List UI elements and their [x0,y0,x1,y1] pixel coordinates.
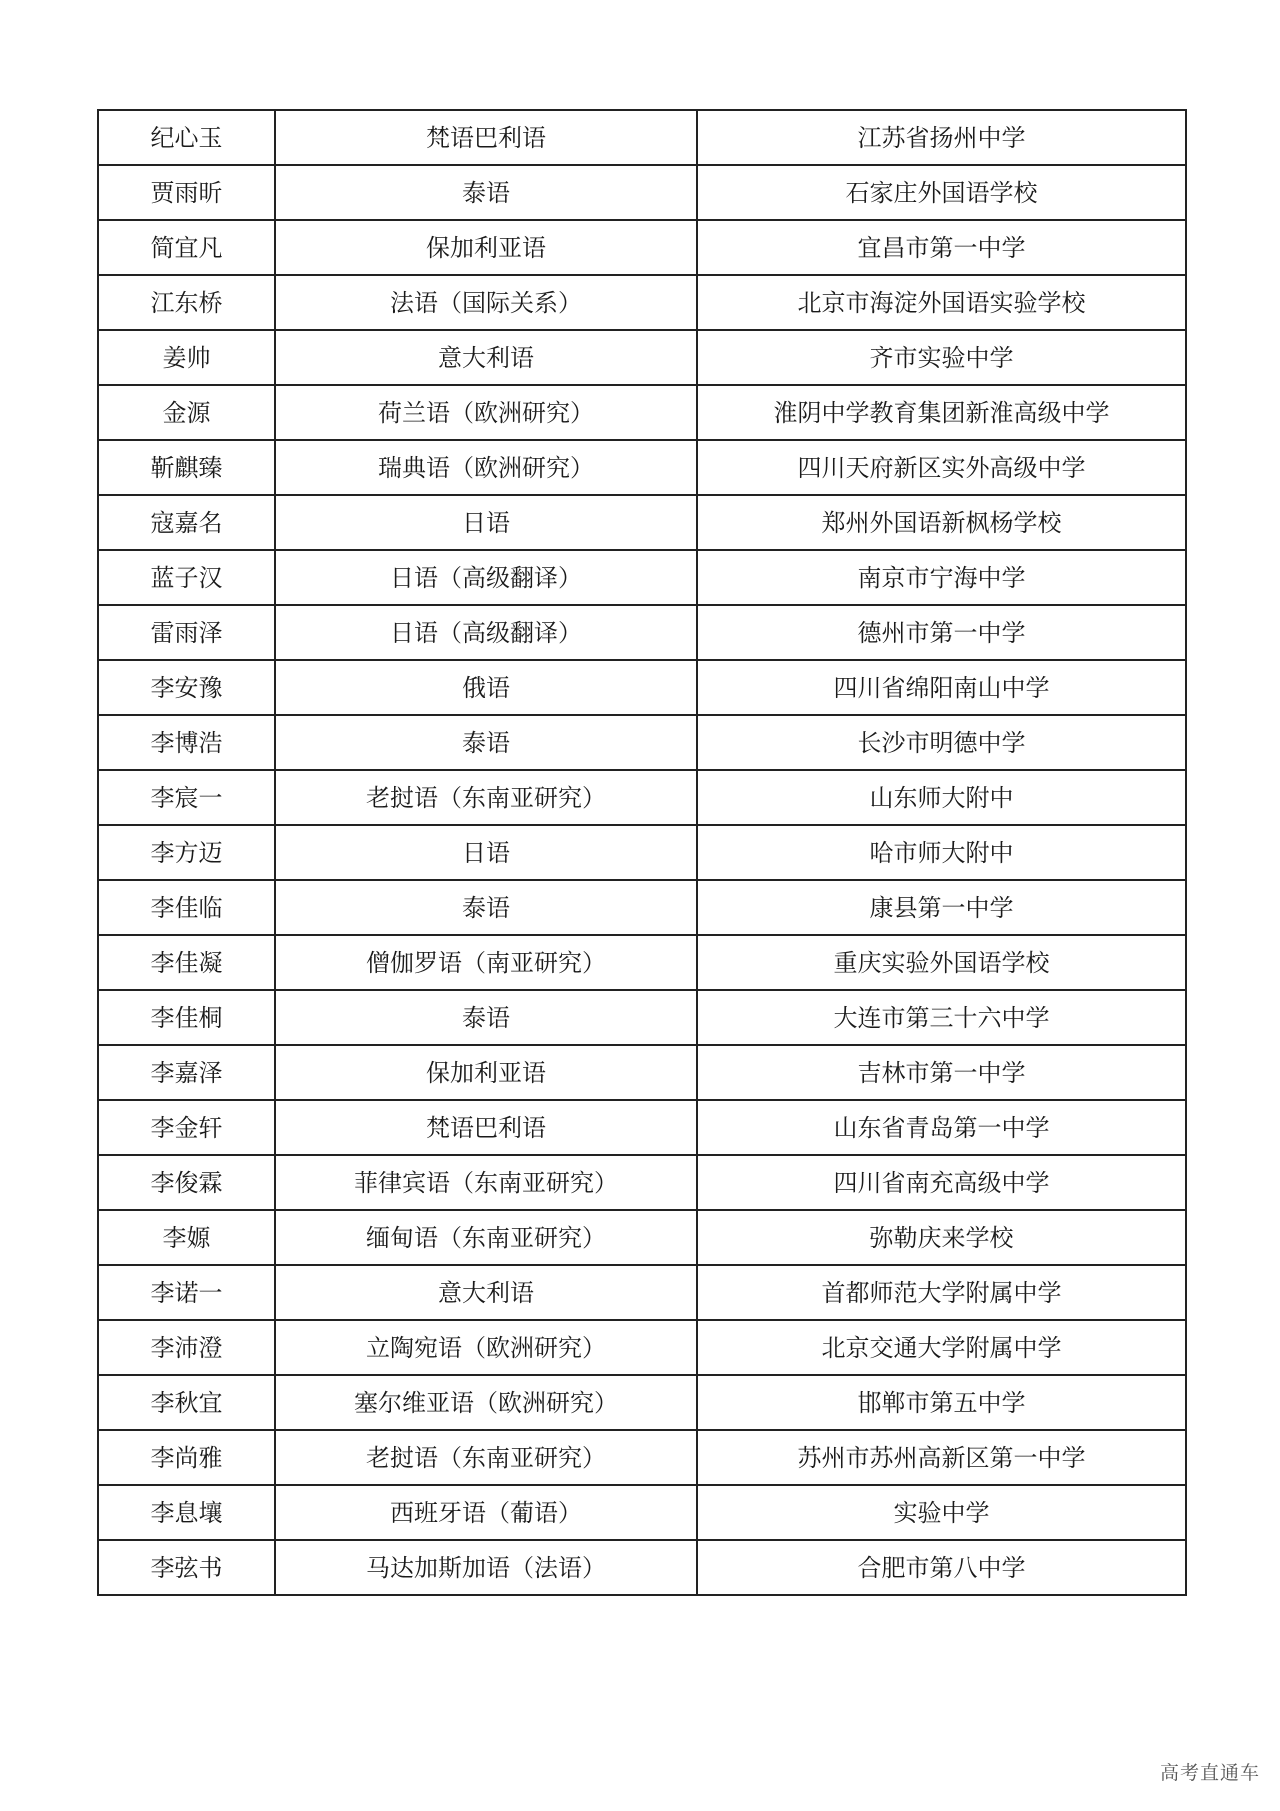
major-cell: 保加利亚语 [275,1045,697,1100]
student-name-cell: 李博浩 [98,715,275,770]
school-cell: 郑州外国语新枫杨学校 [697,495,1186,550]
major-cell: 塞尔维亚语（欧洲研究） [275,1375,697,1430]
major-cell: 瑞典语（欧洲研究） [275,440,697,495]
school-cell: 石家庄外国语学校 [697,165,1186,220]
school-cell: 合肥市第八中学 [697,1540,1186,1595]
student-name-cell: 李沛澄 [98,1320,275,1375]
school-cell: 弥勒庆来学校 [697,1210,1186,1265]
student-name-cell: 李金轩 [98,1100,275,1155]
table-row [98,605,1186,660]
school-cell: 齐市实验中学 [697,330,1186,385]
school-cell: 德州市第一中学 [697,605,1186,660]
table-row [98,1320,1186,1375]
major-cell: 梵语巴利语 [275,110,697,165]
table-row [98,1265,1186,1320]
school-cell: 山东师大附中 [697,770,1186,825]
school-cell: 首都师范大学附属中学 [697,1265,1186,1320]
major-cell: 意大利语 [275,330,697,385]
major-cell: 俄语 [275,660,697,715]
table-row [98,1375,1186,1430]
table-row [98,825,1186,880]
major-cell: 老挝语（东南亚研究） [275,770,697,825]
student-name-cell: 李尚雅 [98,1430,275,1485]
student-name-cell: 蓝子汉 [98,550,275,605]
table-row [98,1100,1186,1155]
table-row [98,385,1186,440]
student-name-cell: 贾雨昕 [98,165,275,220]
school-cell: 宜昌市第一中学 [697,220,1186,275]
major-cell: 荷兰语（欧洲研究） [275,385,697,440]
student-name-cell: 李宸一 [98,770,275,825]
school-cell: 吉林市第一中学 [697,1045,1186,1100]
student-name-cell: 李佳凝 [98,935,275,990]
student-name-cell: 李嘉泽 [98,1045,275,1100]
school-cell: 哈市师大附中 [697,825,1186,880]
student-name-cell: 金源 [98,385,275,440]
major-cell: 日语（高级翻译） [275,605,697,660]
school-cell: 长沙市明德中学 [697,715,1186,770]
school-cell: 大连市第三十六中学 [697,990,1186,1045]
major-cell: 泰语 [275,165,697,220]
student-name-cell: 寇嘉名 [98,495,275,550]
student-name-cell: 李诺一 [98,1265,275,1320]
school-cell: 江苏省扬州中学 [697,110,1186,165]
student-name-cell: 李俊霖 [98,1155,275,1210]
school-cell: 实验中学 [697,1485,1186,1540]
major-cell: 保加利亚语 [275,220,697,275]
major-cell: 缅甸语（东南亚研究） [275,1210,697,1265]
table-row [98,220,1186,275]
student-name-cell: 姜帅 [98,330,275,385]
student-name-cell: 简宜凡 [98,220,275,275]
student-name-cell: 李安豫 [98,660,275,715]
major-cell: 日语（高级翻译） [275,550,697,605]
table-row [98,1210,1186,1265]
table-row [98,880,1186,935]
major-cell: 泰语 [275,990,697,1045]
school-cell: 北京市海淀外国语实验学校 [697,275,1186,330]
major-cell: 梵语巴利语 [275,1100,697,1155]
school-cell: 北京交通大学附属中学 [697,1320,1186,1375]
table-row [98,550,1186,605]
student-name-cell: 李佳桐 [98,990,275,1045]
student-name-cell: 雷雨泽 [98,605,275,660]
major-cell: 菲律宾语（东南亚研究） [275,1155,697,1210]
student-name-cell: 李息壤 [98,1485,275,1540]
table-row [98,770,1186,825]
student-name-cell: 江东桥 [98,275,275,330]
student-name-cell: 李嫄 [98,1210,275,1265]
table-row [98,440,1186,495]
school-cell: 四川天府新区实外高级中学 [697,440,1186,495]
student-admission-table [97,109,1187,1596]
table-row [98,935,1186,990]
major-cell: 立陶宛语（欧洲研究） [275,1320,697,1375]
school-cell: 山东省青岛第一中学 [697,1100,1186,1155]
table-row [98,495,1186,550]
student-name-cell: 李秋宜 [98,1375,275,1430]
school-cell: 四川省南充高级中学 [697,1155,1186,1210]
table-row [98,165,1186,220]
school-cell: 康县第一中学 [697,880,1186,935]
student-name-cell: 李佳临 [98,880,275,935]
major-cell: 泰语 [275,715,697,770]
table-row [98,1155,1186,1210]
table-row [98,660,1186,715]
major-cell: 法语（国际关系） [275,275,697,330]
student-name-cell: 李方迈 [98,825,275,880]
major-cell: 西班牙语（葡语） [275,1485,697,1540]
table-row [98,990,1186,1045]
major-cell: 僧伽罗语（南亚研究） [275,935,697,990]
school-cell: 邯郸市第五中学 [697,1375,1186,1430]
table-row [98,1430,1186,1485]
table-row [98,1540,1186,1595]
major-cell: 老挝语（东南亚研究） [275,1430,697,1485]
student-name-cell: 纪心玉 [98,110,275,165]
school-cell: 淮阴中学教育集团新淮高级中学 [697,385,1186,440]
school-cell: 四川省绵阳南山中学 [697,660,1186,715]
table-body [98,110,1186,1595]
student-name-cell: 李弦书 [98,1540,275,1595]
major-cell: 意大利语 [275,1265,697,1320]
watermark-text: 高考直通车 [1159,1762,1260,1784]
school-cell: 南京市宁海中学 [697,550,1186,605]
school-cell: 苏州市苏州高新区第一中学 [697,1430,1186,1485]
school-cell: 重庆实验外国语学校 [697,935,1186,990]
student-name-cell: 靳麒臻 [98,440,275,495]
table-row [98,715,1186,770]
major-cell: 马达加斯加语（法语） [275,1540,697,1595]
table-row [98,110,1186,165]
table-row [98,1485,1186,1540]
major-cell: 泰语 [275,880,697,935]
table-row [98,330,1186,385]
major-cell: 日语 [275,825,697,880]
table-row [98,1045,1186,1100]
table-row [98,275,1186,330]
major-cell: 日语 [275,495,697,550]
